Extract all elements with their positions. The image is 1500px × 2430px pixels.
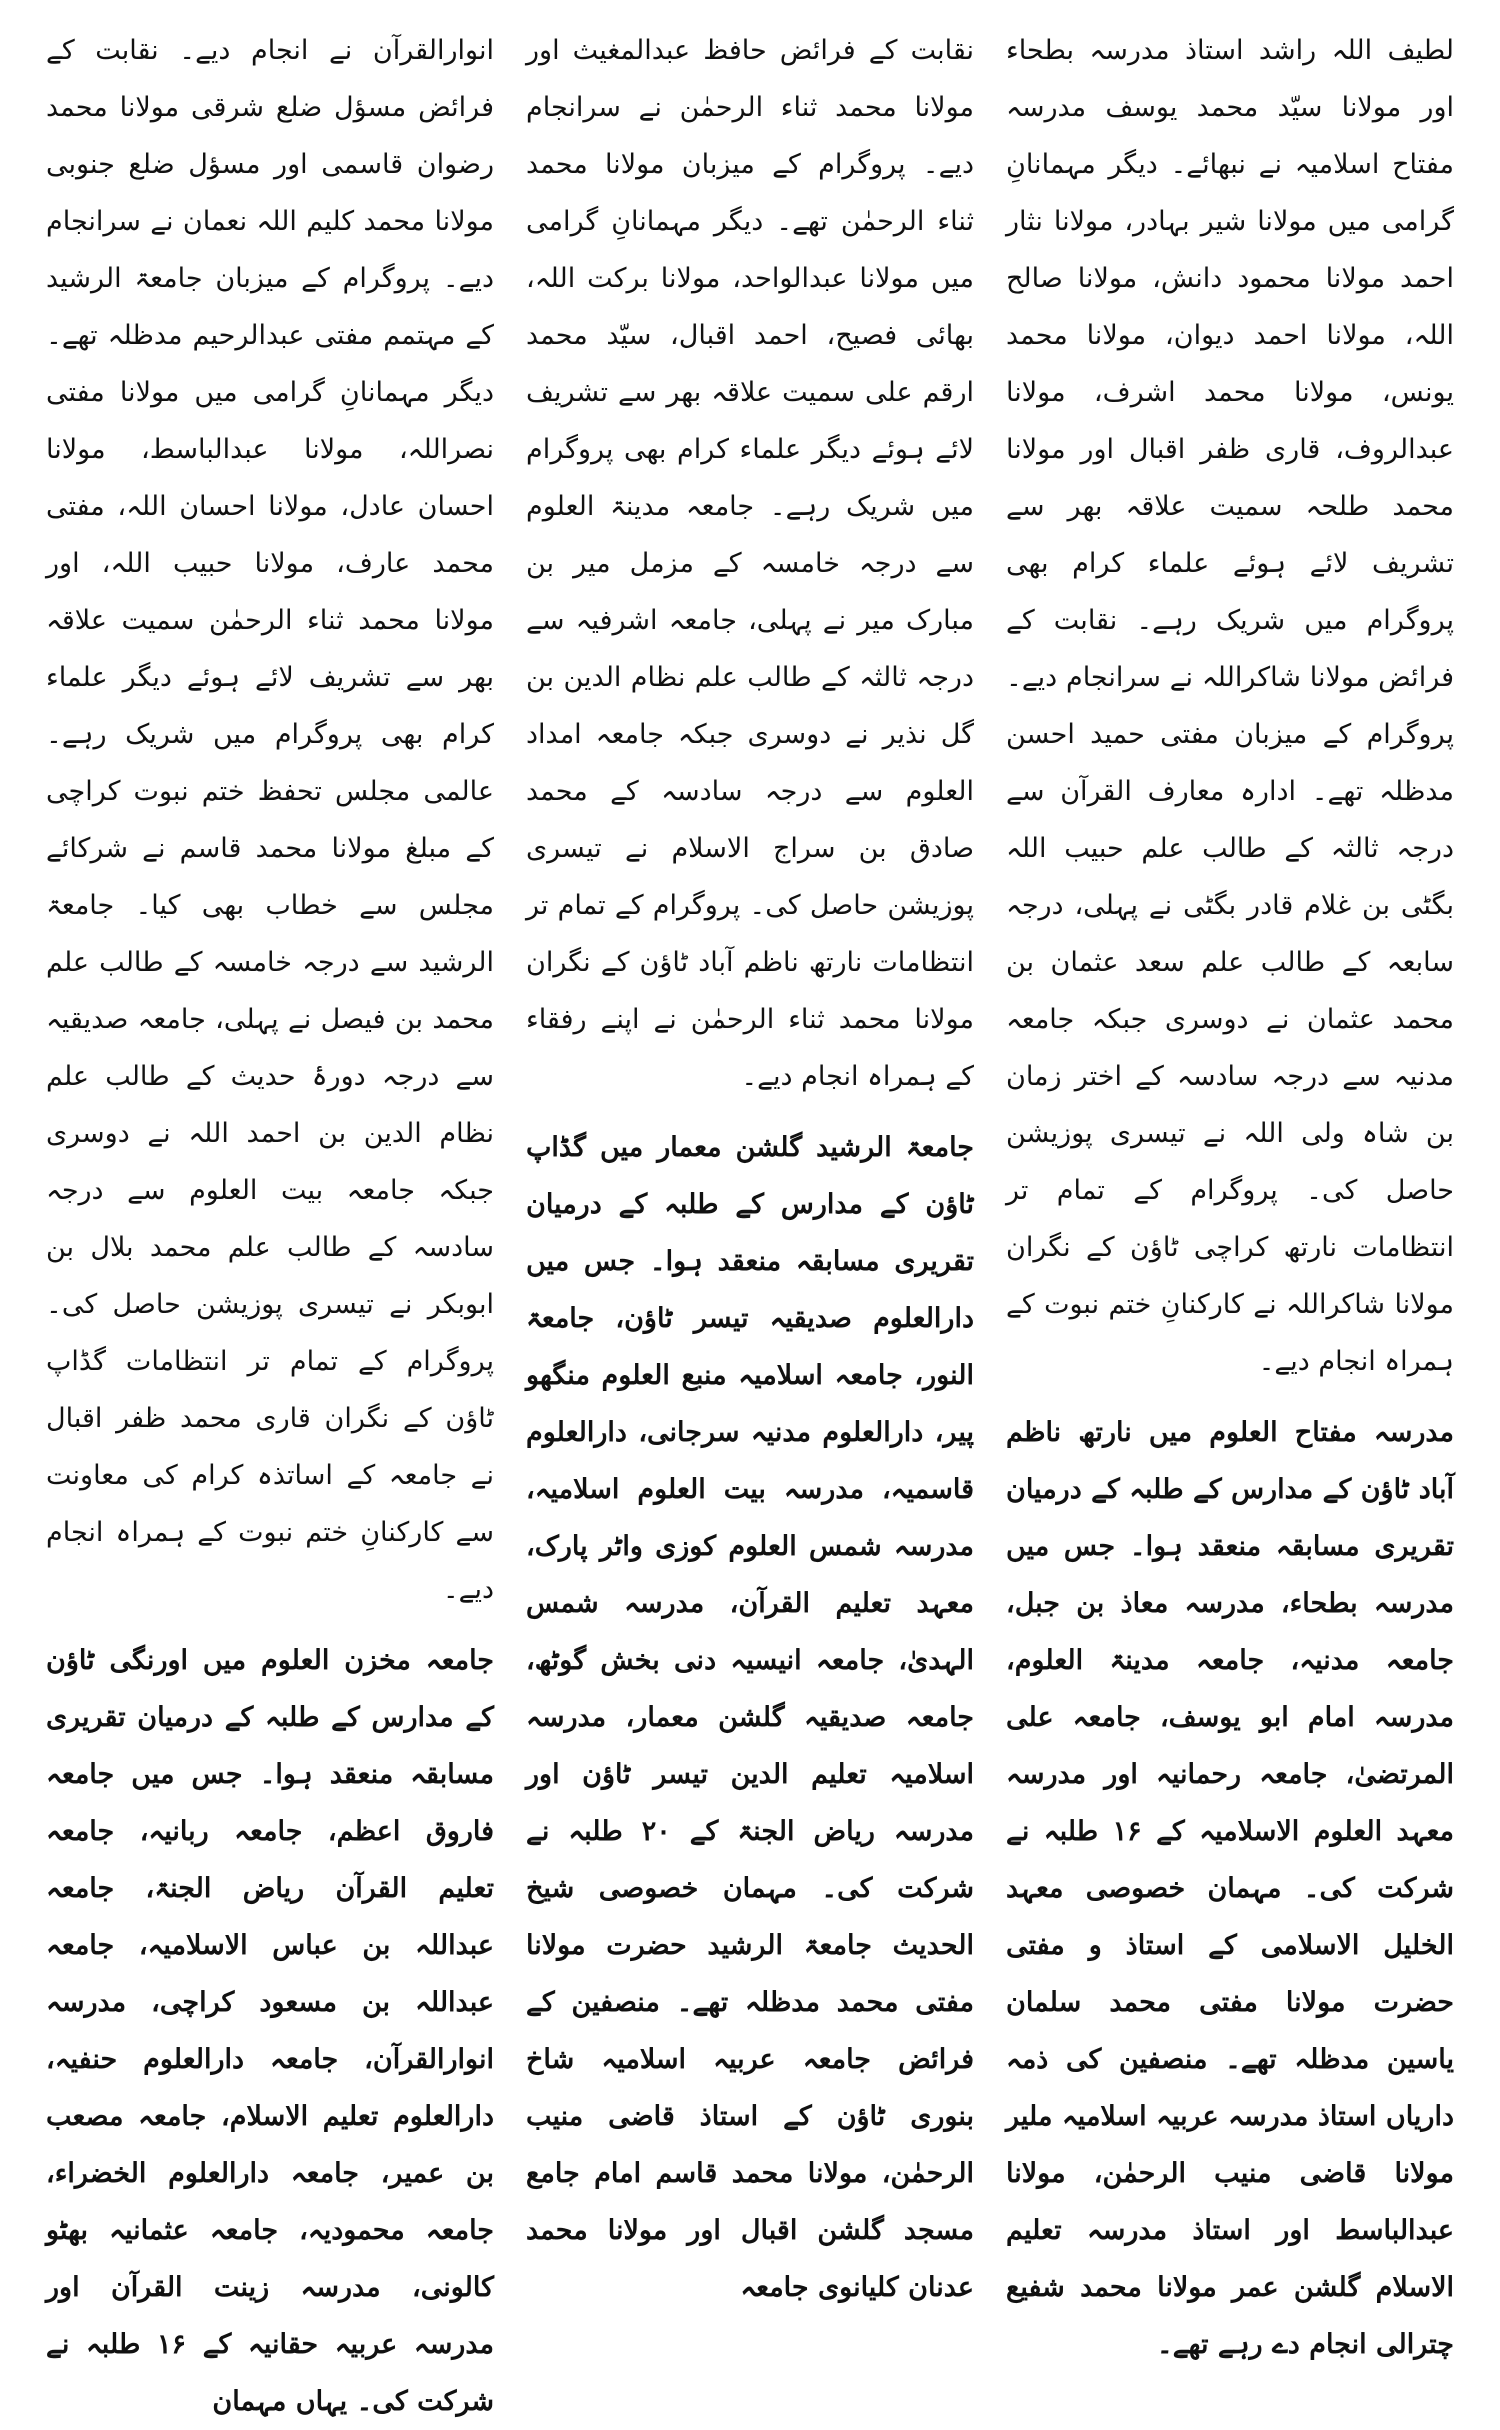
paragraph: نقابت کے فرائض حافظ عبدالمغیث اور مولانا محمد ثناء الرحمٰن نے سرانجام دیے۔ پروگرام کے میزبان مولانا محمد ثناء الرحمٰن تھے۔ دیگر مہمانانِ گرامی میں مولانا عبدالواحد، مولانا برکت اللہ، بھائی فصیح، احمد اقبال، سیّد محمد ارقم علی سمیت علاقہ بھر سے تشریف لائے ہوئے دیگر علماء کرام بھی پروگرام میں شریک رہے۔ جامعہ مدینۃ العلوم سے درجہ خامسہ کے مزمل میر بن مبارک میر نے پہلی، جامعہ اشرفیہ سے درجہ ثالثہ کے طالب علم نظام الدین بن گل نذیر نے دوسری جبکہ جامعہ امداد العلوم سے درجہ سادسہ کے محمد صادق بن سراج الاسلام نے تیسری پوزیشن حاصل کی۔ پروگرام کے تمام تر انتظامات نارتھ ناظم آباد ٹاؤن کے نگران مولانا محمد ثناء الرحمٰن نے اپنے رفقاء کے ہمراہ انجام دیے۔ <box>526 35 974 1092</box>
section-paragraph <box>1006 1404 1454 2373</box>
paragraph: لطیف اللہ راشد استاذ مدرسہ بطحاء اور مولانا سیّد محمد یوسف مدرسہ مفتاح اسلامیہ نے نبھائے۔ دیگر مہمانانِ گرامی میں مولانا شیر بہادر، مولانا نثار احمد مولانا محمود دانش، مولانا صالح اللہ، مولانا احمد دیوان، مولانا محمد یونس، مولانا محمد اشرف، مولانا عبدالروف، قاری ظفر اقبال اور مولانا محمد طلحہ سمیت علاقہ بھر سے تشریف لائے ہوئے علماء کرام بھی پروگرام میں شریک رہے۔ نقابت کے فرائض مولانا شاکراللہ نے سرانجام دیے۔ پروگرام کے میزبان مفتی حمید احسن مدظلہ تھے۔ ادارہ معارف القرآن سے درجہ ثالثہ کے طالب علم حبیب اللہ بگٹی بن غلام قادر بگٹی نے پہلی، درجہ سابعہ کے طالب علم سعد عثمان بن محمد عثمان نے دوسری جبکہ جامعہ مدنیہ سے درجہ سادسہ کے اختر زمان بن شاہ ولی اللہ نے تیسری پوزیشن حاصل کی۔ پروگرام کے تمام تر انتظامات نارتھ کراچی ٹاؤن کے نگران مولانا شاکراللہ نے کارکنانِ ختم نبوت کے ہمراہ انجام دیے۔ <box>1006 35 1454 1377</box>
section-heading: جامعہ مخزن العلوم میں اورنگی ٹاؤن کے <box>46 1645 494 1733</box>
paragraph: انوارالقرآن نے انجام دیے۔ نقابت کے فرائض مسؤل ضلع شرقی مولانا محمد رضوان قاسمی اور مسؤل ضلع جنوبی مولانا محمد کلیم اللہ نعمان نے سرانجام دیے۔ پروگرام کے میزبان جامعۃ الرشید کے مہتمم مفتی عبدالرحیم مدظلہ تھے۔ دیگر مہمانانِ گرامی میں مولانا مفتی نصراللہ، مولانا عبدالباسط، مولانا احسان عادل، مولانا احسان اللہ، مفتی محمد عارف، مولانا حبیب اللہ، اور مولانا محمد ثناء الرحمٰن سمیت علاقہ بھر سے تشریف لائے ہوئے دیگر علماء کرام بھی پروگرام میں شریک رہے۔ عالمی مجلس تحفظ ختم نبوت کراچی کے مبلغ مولانا محمد قاسم نے شرکائے مجلس سے خطاب بھی کیا۔ جامعۃ الرشید سے درجہ خامسہ کے طالب علم محمد بن فیصل نے پہلی، جامعہ صدیقیہ سے درجہ دورۂ حدیث کے طالب علم نظام الدین بن احمد اللہ نے دوسری جبکہ جامعہ بیت العلوم سے درجہ سادسہ کے طالب علم محمد بلال بن ابوبکر نے تیسری پوزیشن حاصل کی۔ پروگرام کے تمام تر انتظامات گڈاپ ٹاؤن کے نگران قاری محمد ظفر اقبال نے جامعہ کے اساتذہ کرام کی معاونت سے کارکنانِ ختم نبوت کے ہمراہ انجام دیے۔ <box>46 35 494 1605</box>
section-body: مدارس کے طلبہ کے درمیان تقریری مسابقہ منعقد ہوا۔ جس میں جامعہ فاروق اعظم، جامعہ ربانیہ، جامعہ تعلیم القرآن ریاض الجنۃ، جامعہ عبداللہ بن عباس الاسلامیہ، جامعہ عبداللہ بن مسعود کراچی، مدرسہ انوارالقرآن، جامعہ دارالعلوم حنفیہ، دارالعلوم تعلیم الاسلام، جامعہ مصعب بن عمیر، جامعہ دارالعلوم الخضراء، جامعہ محمودیہ، جامعہ عثمانیہ بھٹو کالونی، مدرسہ زینت القرآن اور مدرسہ عربیہ حقانیہ کے ۱۶ طلبہ نے شرکت کی۔ یہاں مہمان <box>46 1702 494 2417</box>
section-paragraph <box>46 1632 494 2430</box>
section-heading: مدرسہ مفتاح العلوم میں نارتھ ناظم آباد <box>1006 1417 1454 1505</box>
section-body: ٹاؤن کے مدارس کے طلبہ کے درمیان تقریری مسابقہ منعقد ہوا۔ جس میں مدرسہ بطحاء، مدرسہ معاذ بن جبل، جامعہ مدنیہ، جامعہ مدینۃ العلوم، مدرسہ امام ابو یوسف، جامعہ علی المرتضیٰ، جامعہ رحمانیہ اور مدرسہ معہد العلوم الاسلامیہ کے ۱۶ طلبہ نے شرکت کی۔ مہمان خصوصی معہد الخلیل الاسلامی کے استاذ و مفتی حضرت مولانا مفتی محمد سلمان یاسین مدظلہ تھے۔ منصفین کی ذمہ داریاں استاذ مدرسہ عربیہ اسلامیہ ملیر مولانا قاضی منیب الرحمٰن، مولانا عبدالباسط اور استاذ مدرسہ تعلیم الاسلام گلشن عمر مولانا محمد شفیع چترالی انجام دے رہے تھے۔ <box>1006 1474 1454 2360</box>
section-body: کے مدارس کے طلبہ کے درمیان تقریری مسابقہ منعقد ہوا۔ جس میں دارالعلوم صدیقیہ تیسر ٹاؤن، جامعۃ النور، جامعہ اسلامیہ منبع العلوم منگھو پیر، دارالعلوم مدنیہ سرجانی، دارالعلوم قاسمیہ، مدرسہ بیت العلوم اسلامیہ، مدرسہ شمس العلوم کوزی واٹر پارک، معہد تعلیم القرآن، مدرسہ شمس الہدیٰ، جامعہ انیسیہ دنی بخش گوٹھ، جامعہ صدیقیہ گلشن معمار، مدرسہ اسلامیہ تعلیم الدین تیسر ٹاؤن اور مدرسہ ریاض الجنۃ کے ۲۰ طلبہ نے شرکت کی۔ مہمان خصوصی شیخ الحدیث جامعۃ الرشید حضرت مولانا مفتی محمد مدظلہ تھے۔ منصفین کے فرائض جامعہ عربیہ اسلامیہ شاخ بنوری ٹاؤن کے استاذ قاضی منیب الرحمٰن، مولانا محمد قاسم امام جامع مسجد گلشن اقبال اور مولانا محمد عدنان کلیانوی جامعہ <box>526 1189 974 2303</box>
column-middle <box>510 22 990 2303</box>
column-right <box>990 22 1470 2360</box>
section-paragraph <box>526 1119 974 2316</box>
section-heading: جامعۃ الرشید گلشن معمار میں گڈاپ ٹاؤن <box>526 1132 974 1220</box>
column-left <box>30 22 510 2417</box>
